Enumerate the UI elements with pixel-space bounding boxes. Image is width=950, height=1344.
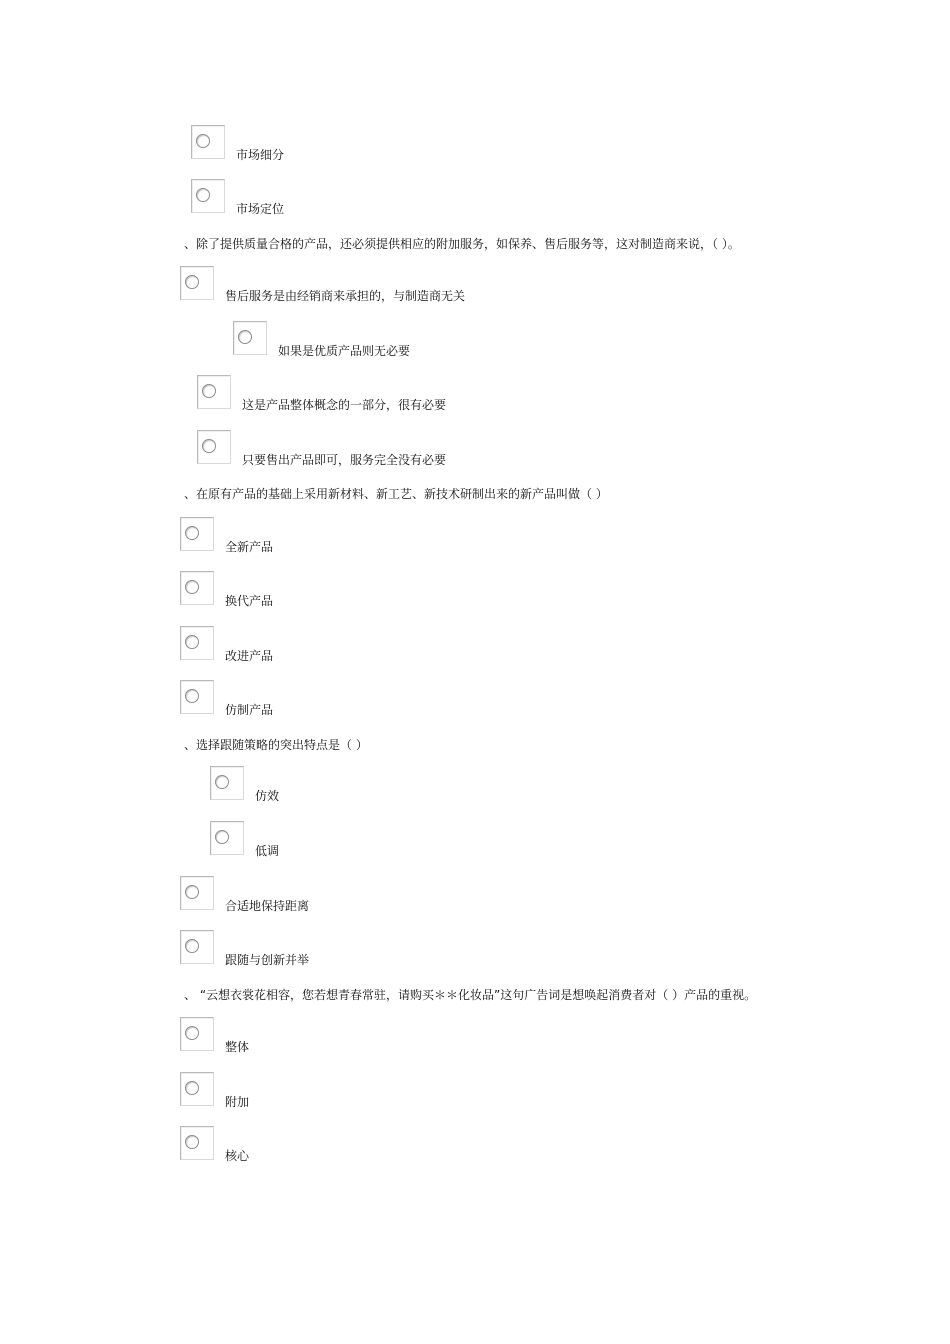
radio-button[interactable] xyxy=(185,939,199,953)
radio-box[interactable] xyxy=(180,626,214,660)
option-label: 市场细分 xyxy=(236,148,285,162)
radio-button[interactable] xyxy=(185,885,199,899)
option-label: 换代产品 xyxy=(225,594,274,608)
radio-button[interactable] xyxy=(215,830,229,844)
radio-box[interactable] xyxy=(180,930,214,964)
radio-button[interactable] xyxy=(185,275,199,289)
question-3-text: 、选择跟随策略的突出特点是（ ） xyxy=(184,738,368,752)
radio-button[interactable] xyxy=(185,580,199,594)
option-label: 如果是优质产品则无必要 xyxy=(278,344,411,358)
question-4-text: 、 “云想衣裳花相容，您若想青春常驻，请购买＊＊化妆品”这句广告词是想唤起消费者对（ ）产品的重视。 xyxy=(184,988,757,1002)
option-label: 跟随与创新并举 xyxy=(225,953,310,967)
option-label: 核心 xyxy=(225,1149,250,1163)
radio-box[interactable] xyxy=(180,876,214,910)
question-1-text: 、除了提供质量合格的产品，还必须提供相应的附加服务，如保养、售后服务等，这对制造商来说，（ ）。 xyxy=(184,237,740,251)
radio-button[interactable] xyxy=(185,526,199,540)
radio-box[interactable] xyxy=(210,766,244,800)
radio-button[interactable] xyxy=(185,635,199,649)
option-label: 市场定位 xyxy=(236,202,285,216)
option-label: 仿效 xyxy=(255,789,280,803)
radio-button[interactable] xyxy=(215,775,229,789)
radio-button[interactable] xyxy=(185,1081,199,1095)
question-2-text: 、在原有产品的基础上采用新材料、新工艺、新技术研制出来的新产品叫做（ ） xyxy=(184,487,608,501)
radio-box[interactable] xyxy=(180,266,214,300)
radio-button[interactable] xyxy=(238,330,252,344)
radio-box[interactable] xyxy=(180,571,214,605)
option-label: 整体 xyxy=(225,1040,250,1054)
radio-box[interactable] xyxy=(180,680,214,714)
option-label: 低调 xyxy=(255,844,280,858)
radio-box[interactable] xyxy=(180,517,214,551)
radio-button[interactable] xyxy=(202,384,216,398)
radio-box[interactable] xyxy=(191,125,225,159)
option-label: 这是产品整体概念的一部分，很有必要 xyxy=(242,398,447,412)
option-label: 改进产品 xyxy=(225,649,274,663)
radio-button[interactable] xyxy=(185,1026,199,1040)
radio-box[interactable] xyxy=(180,1072,214,1106)
radio-box[interactable] xyxy=(180,1126,214,1160)
radio-button[interactable] xyxy=(185,689,199,703)
radio-box[interactable] xyxy=(233,321,267,355)
radio-box[interactable] xyxy=(191,179,225,213)
radio-button[interactable] xyxy=(196,134,210,148)
option-label: 仿制产品 xyxy=(225,703,274,717)
option-label: 全新产品 xyxy=(225,540,274,554)
option-label: 只要售出产品即可，服务完全没有必要 xyxy=(242,453,447,467)
radio-box[interactable] xyxy=(210,821,244,855)
option-label: 附加 xyxy=(225,1095,250,1109)
option-label: 售后服务是由经销商来承担的，与制造商无关 xyxy=(225,289,466,303)
radio-button[interactable] xyxy=(196,188,210,202)
option-label: 合适地保持距离 xyxy=(225,899,310,913)
radio-box[interactable] xyxy=(197,375,231,409)
radio-button[interactable] xyxy=(202,439,216,453)
radio-box[interactable] xyxy=(197,430,231,464)
radio-box[interactable] xyxy=(180,1017,214,1051)
radio-button[interactable] xyxy=(185,1135,199,1149)
